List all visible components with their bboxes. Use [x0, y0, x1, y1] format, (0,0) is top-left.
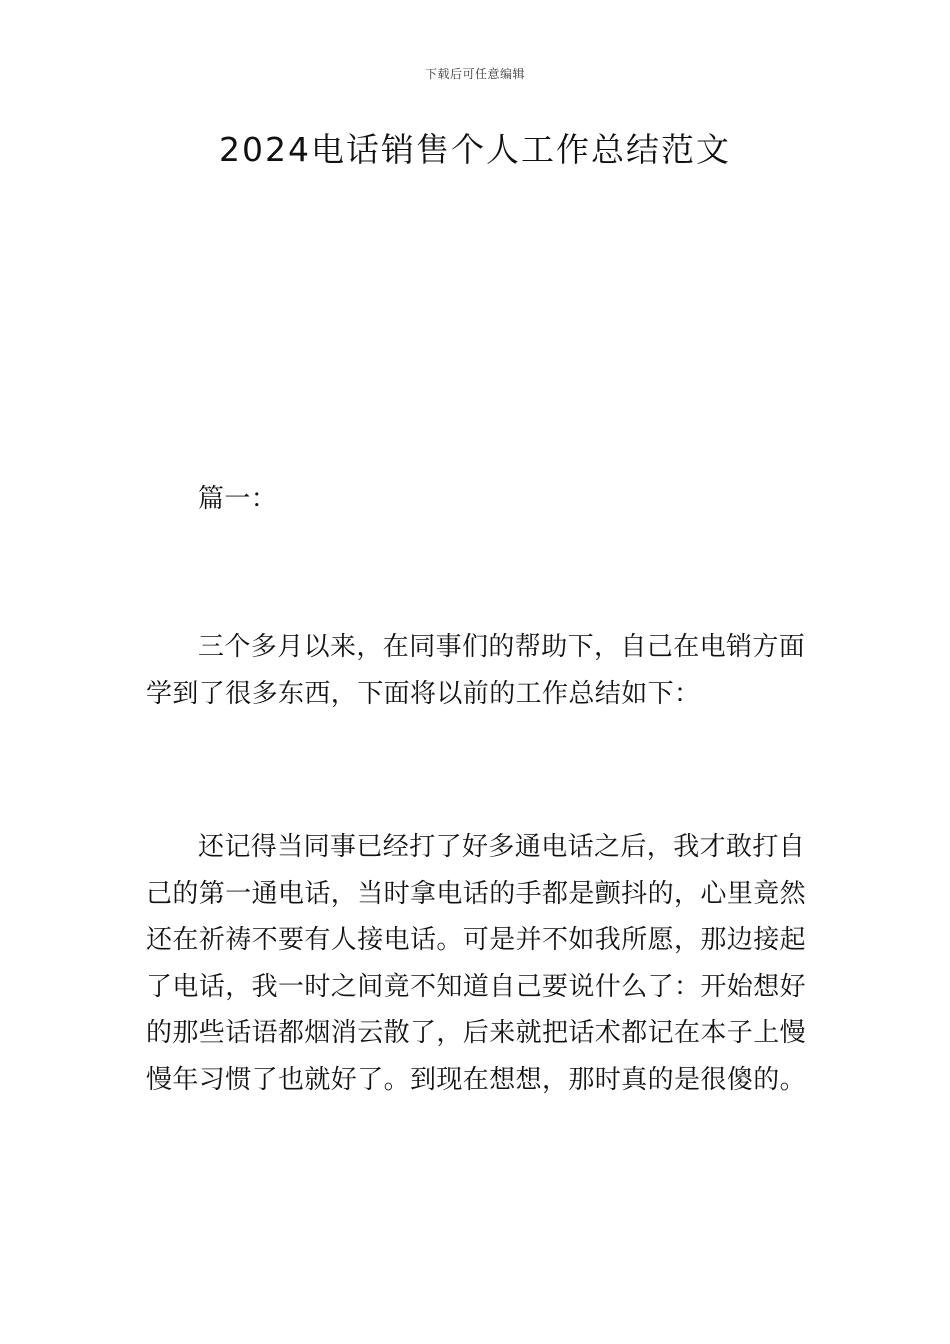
section-label: 篇一： — [198, 484, 278, 514]
paragraph-body: 还记得当同事已经打了好多通电话之后，我才敢打自己的第一通电话，当时拿电话的手都是颤抖的，心里竟然还在祈祷不要有人接电话。可是并不如我所愿，那边接起了电话，我一时之间竟不知道自己要说什么了：开始想好的那些话语都烟消云散了，后来就把话术都记在本子上慢慢年习惯了也就好了。到现在想想，那时真的是很傻的。 — [146, 832, 807, 1095]
paragraph-intro: 三个多月以来，在同事们的帮助下，自己在电销方面学到了很多东西，下面将以前的工作总结如下： — [146, 632, 806, 709]
header-note: 下载后可任意编辑 — [424, 67, 525, 81]
document-title: 2024电话销售个人工作总结范文 — [219, 130, 731, 169]
